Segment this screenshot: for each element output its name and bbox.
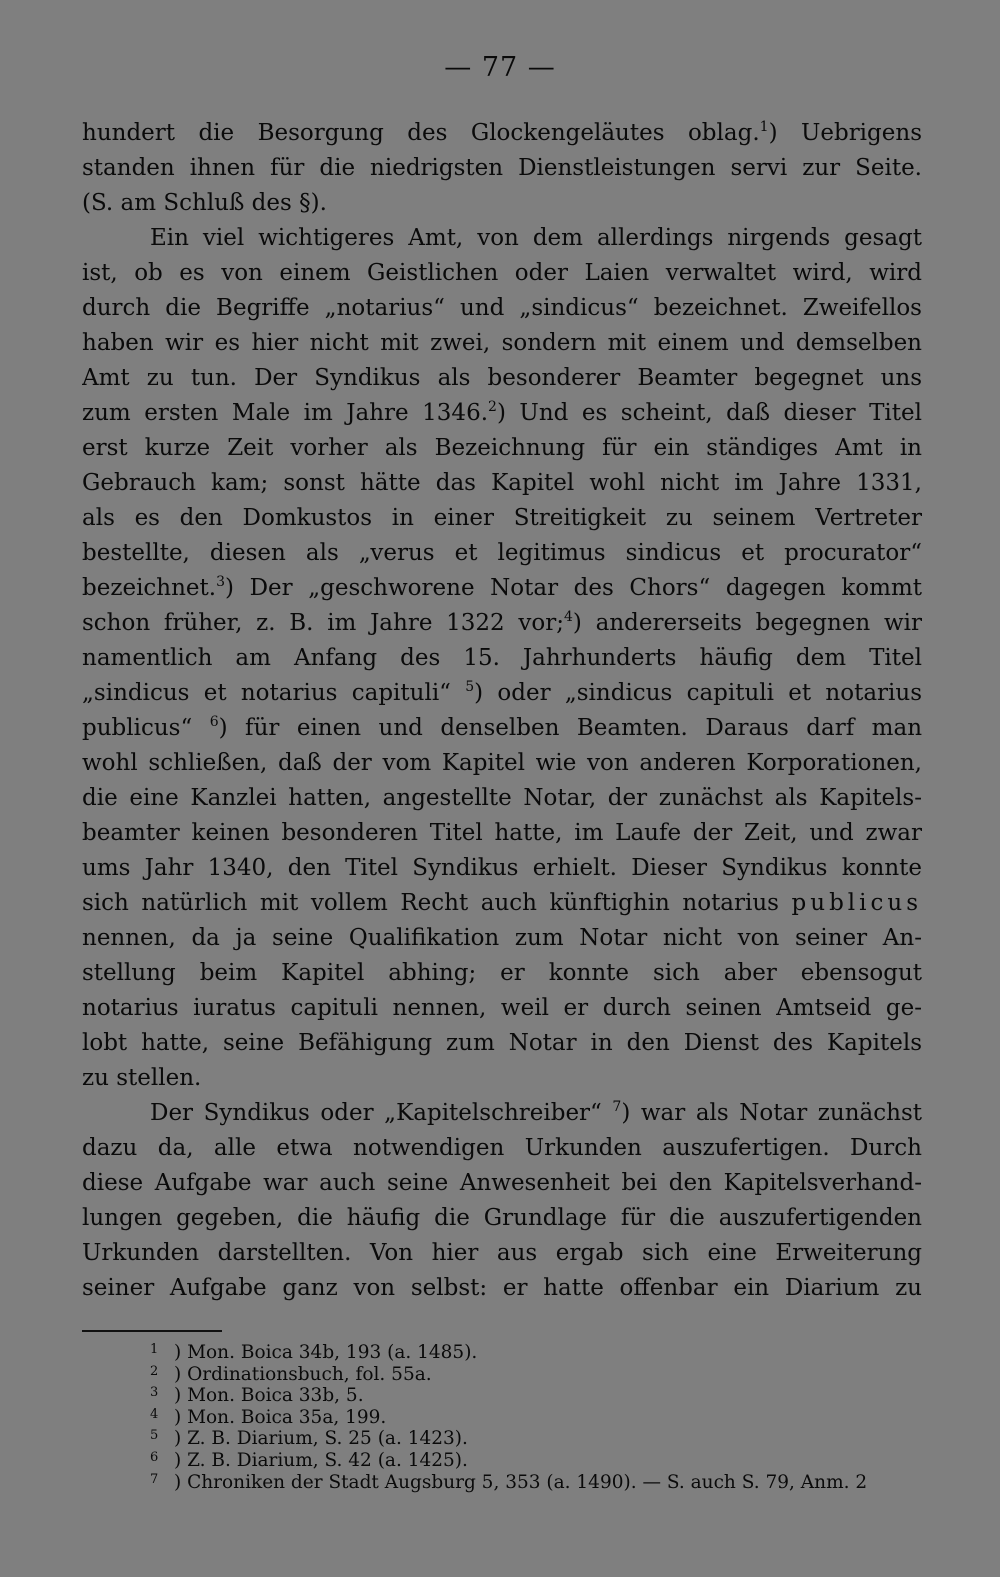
- text-line: dazu da, alle etwa notwendigen Urkunden auszufertigen. Durch: [82, 1135, 922, 1161]
- text-line: sich natürlich mit vollem Recht auch künftighin notarius publicus: [82, 890, 922, 916]
- footnote-ref: 2: [488, 399, 497, 415]
- page-number: — 77 —: [444, 52, 556, 83]
- footnote: 3 ) Mon. Boica 33b, 5.: [150, 1385, 364, 1407]
- text-line: „sindicus et notarius capituli“ $^5$) oder „sindicus capituli et notarius: [82, 679, 922, 706]
- footnote-ref: 5: [465, 679, 475, 695]
- text-line: lungen gegeben, die häufig die Grundlage für die auszufertigenden: [82, 1205, 922, 1231]
- text-line: notarius iuratus capituli nennen, weil er durch seinen Amtseid ge-: [82, 995, 922, 1021]
- text-line: als es den Domkustos in einer Streitigkeit zu seinem Vertreter: [82, 505, 922, 531]
- footnote-ref: 3: [216, 574, 226, 590]
- text-line: Der Syndikus oder „Kapitelschreiber“ $^7$) war als Notar zunächst: [150, 1099, 922, 1126]
- text-line: stellung beim Kapitel abhing; er konnte sich aber ebensogut: [82, 960, 922, 986]
- text-line: lobt hatte, seine Befähigung zum Notar in den Dienst des Kapitels: [82, 1030, 922, 1056]
- text-line: bezeichnet.$^3$) Der „geschworene Notar des Chors“ dagegen kommt: [82, 574, 922, 601]
- footnote: 2 ) Ordinationsbuch, fol. 55a.: [150, 1363, 432, 1385]
- text-line: wohl schließen, daß der vom Kapitel wie von anderen Korporationen,: [82, 750, 922, 776]
- text-line: ums Jahr 1340, den Titel Syndikus erhielt. Dieser Syndikus konnte: [82, 855, 922, 881]
- text-line: publicus“ $^6$) für einen und denselben Beamten. Daraus darf man: [82, 714, 922, 741]
- footnote: 6 ) Z. B. Diarium, S. 42 (a. 1425).: [150, 1449, 468, 1471]
- text-line: nennen, da ja seine Qualifikation zum Notar nicht von seiner An-: [82, 925, 922, 951]
- body-text: [82, 116, 922, 1306]
- text-line: beamter keinen besonderen Titel hatte, im Laufe der Zeit, und zwar: [82, 820, 922, 846]
- text-line: erst kurze Zeit vorher als Bezeichnung für ein ständiges Amt in: [82, 435, 922, 461]
- text-line: (S. am Schluß des §).: [82, 190, 327, 216]
- footnotes: [150, 1342, 922, 1493]
- footnote-ref: 7: [612, 1099, 622, 1115]
- footnote-ref: 4: [564, 609, 573, 625]
- text-line: Urkunden darstellten. Von hier aus ergab sich eine Erweiterung: [82, 1240, 922, 1266]
- footnote-divider: [82, 1330, 222, 1332]
- text-line: bestellte, diesen als „verus et legitimus sindicus et procurator“: [82, 540, 922, 566]
- footnote-ref: 1: [759, 119, 769, 135]
- text-line: Ein viel wichtigeres Amt, von dem allerdings nirgends gesagt: [150, 225, 922, 251]
- footnote: 4 ) Mon. Boica 35a, 199.: [150, 1406, 387, 1428]
- emphasis-spaced: publicus: [791, 890, 922, 916]
- footnote-ref: 6: [209, 714, 219, 730]
- text-line: standen ihnen für die niedrigsten Dienstleistungen servi zur Seite.: [82, 155, 922, 181]
- text-line: Gebrauch kam; sonst hätte das Kapitel wohl nicht im Jahre 1331,: [82, 470, 922, 496]
- text-line: durch die Begriffe „notarius“ und „sindicus“ bezeichnet. Zweifellos: [82, 295, 922, 321]
- text-line: ist, ob es von einem Geistlichen oder Laien verwaltet wird, wird: [82, 260, 922, 286]
- footnote: 7 ) Chroniken der Stadt Augsburg 5, 353 (a. 1490). — S. auch S. 79, Anm. 2: [150, 1471, 868, 1493]
- text-line: namentlich am Anfang des 15. Jahrhunderts häufig dem Titel: [82, 645, 922, 671]
- footnote: 5 ) Z. B. Diarium, S. 25 (a. 1423).: [150, 1428, 468, 1450]
- text-line: diese Aufgabe war auch seine Anwesenheit bei den Kapitelsverhand-: [82, 1170, 922, 1196]
- text-line: hundert die Besorgung des Glockengeläutes oblag.$^1$) Uebrigens: [82, 119, 922, 146]
- text-line: haben wir es hier nicht mit zwei, sondern mit einem und demselben: [82, 330, 922, 356]
- text-line: schon früher, z. B. im Jahre 1322 vor;$^4$) andererseits begegnen wir: [82, 609, 922, 636]
- text-line: Amt zu tun. Der Syndikus als besonderer Beamter begegnet uns: [82, 365, 922, 391]
- text-line: zum ersten Male im Jahre 1346.$^2$) Und es scheint, daß dieser Titel: [82, 399, 922, 426]
- text-line: zu stellen.: [82, 1065, 202, 1091]
- text-line: seiner Aufgabe ganz von selbst: er hatte offenbar ein Diarium zu: [82, 1275, 922, 1301]
- footnote: 1 ) Mon. Boica 34b, 193 (a. 1485).: [150, 1342, 478, 1363]
- text-line: die eine Kanzlei hatten, angestellte Notar, der zunächst als Kapitels-: [82, 785, 922, 811]
